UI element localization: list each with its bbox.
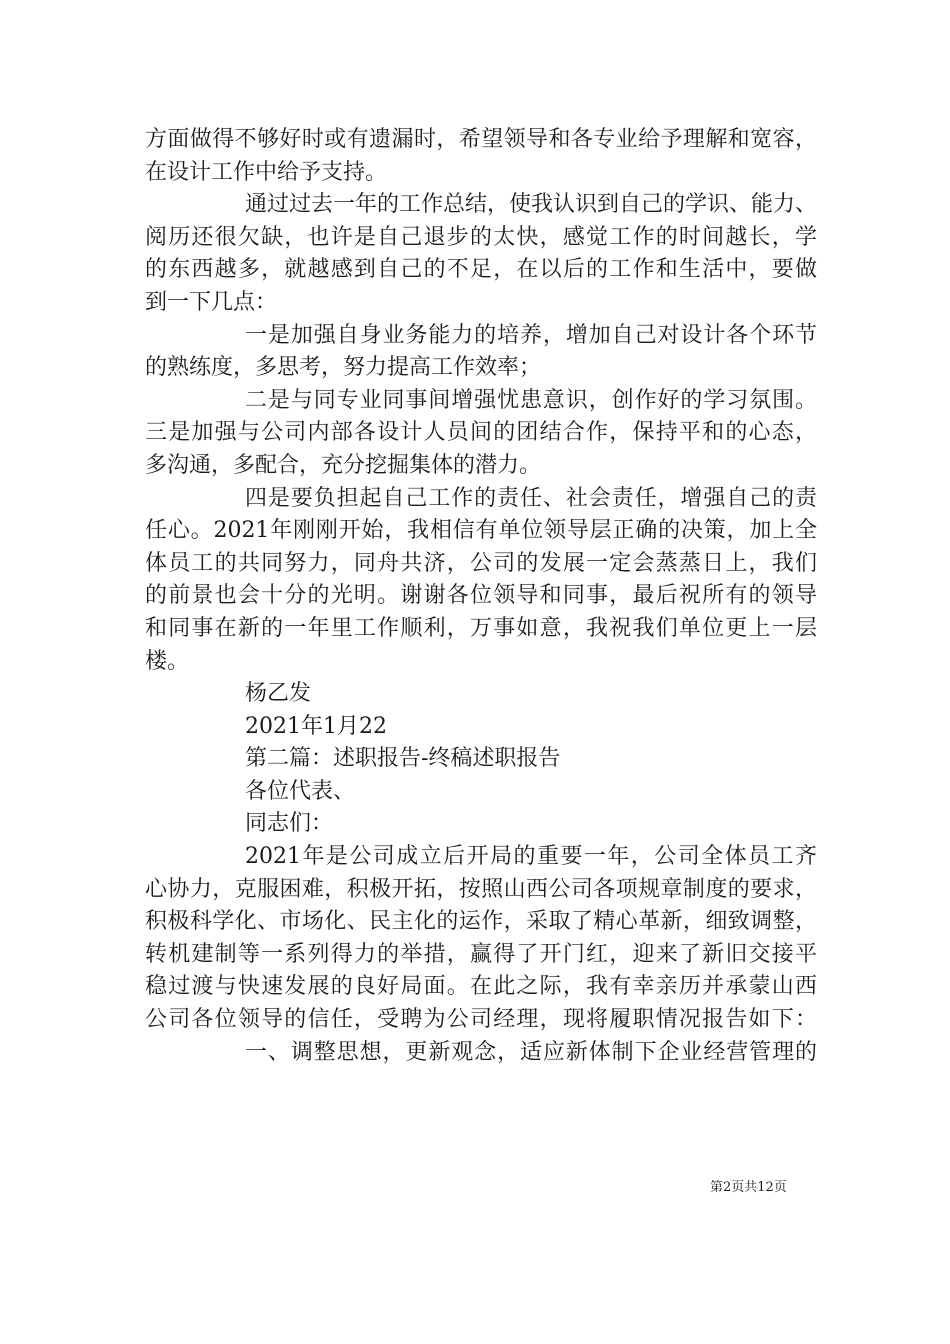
text-line: 各位代表、 (245, 778, 356, 804)
page-number: 第2页共12页 (710, 1180, 787, 1195)
text-line: 体员工的共同努力，同舟共济，公司的发展一定会蒸蒸日上，我们 (145, 550, 817, 576)
text-line: 转机建制等一系列得力的举措，赢得了开门红，迎来了新旧交接平 (145, 941, 817, 967)
text-line: 2021年是公司成立后开局的重要一年，公司全体员工齐 (245, 844, 817, 870)
text-line: 同志们： (245, 811, 334, 837)
text-line: 一、调整思想，更新观念，适应新体制下企业经营管理的 (245, 1039, 817, 1065)
text-line: 稳过渡与快速发展的良好局面。在此之际，我有幸亲历并承蒙山西 (145, 974, 817, 1000)
text-line: 公司各位领导的信任，受聘为公司经理，现将履职情况报告如下： (145, 1007, 817, 1033)
text-line: 的熟练度，多思考，努力提高工作效率； (145, 355, 542, 381)
text-line: 任心。2021年刚刚开始，我相信有单位领导层正确的决策，加上全 (145, 518, 817, 544)
text-line: 方面做得不够好时或有遗漏时，希望领导和各专业给予理解和宽容， (145, 127, 817, 152)
text-line: 多沟通，多配合，充分挖掘集体的潜力。 (145, 452, 542, 478)
text-line: 三是加强与公司内部各设计人员间的团结合作，保持平和的心态， (145, 420, 817, 446)
text-line: 到一下几点： (145, 289, 278, 315)
text-line: 四是要负担起自己工作的责任、社会责任，增强自己的责 (245, 485, 817, 511)
text-line: 心协力，克服困难，积极开拓，按照山西公司各项规章制度的要求， (145, 876, 817, 902)
text-line: 的东西越多，就越感到自己的不足，在以后的工作和生活中，要做 (145, 257, 817, 283)
text-line: 二是与同专业同事间增强忧患意识，创作好的学习氛围。 (245, 387, 817, 413)
text-line: 通过过去一年的工作总结，使我认识到自己的学识、能力、 (245, 192, 818, 218)
text-line: 2021年1月22 (245, 713, 387, 739)
text-line: 一是加强自身业务能力的培养，增加自己对设计各个环节 (245, 322, 817, 348)
document-body (145, 124, 817, 1069)
text-line: 积极科学化、市场化、民主化的运作，采取了精心革新，细致调整， (145, 909, 817, 935)
text-line: 杨乙发 (245, 681, 312, 707)
text-line: 阅历还很欠缺，也许是自己退步的太快，感觉工作的时间越长，学 (145, 224, 817, 250)
text-line: 楼。 (145, 648, 190, 674)
text-line: 在设计工作中给予支持。 (145, 159, 388, 185)
text-line: 第二篇：述职报告-终稿述职报告 (245, 746, 561, 772)
text-line: 和同事在新的一年里工作顺利，万事如意，我祝我们单位更上一层 (145, 615, 817, 641)
text-line: 的前景也会十分的光明。谢谢各位领导和同事，最后祝所有的领导 (145, 583, 817, 609)
